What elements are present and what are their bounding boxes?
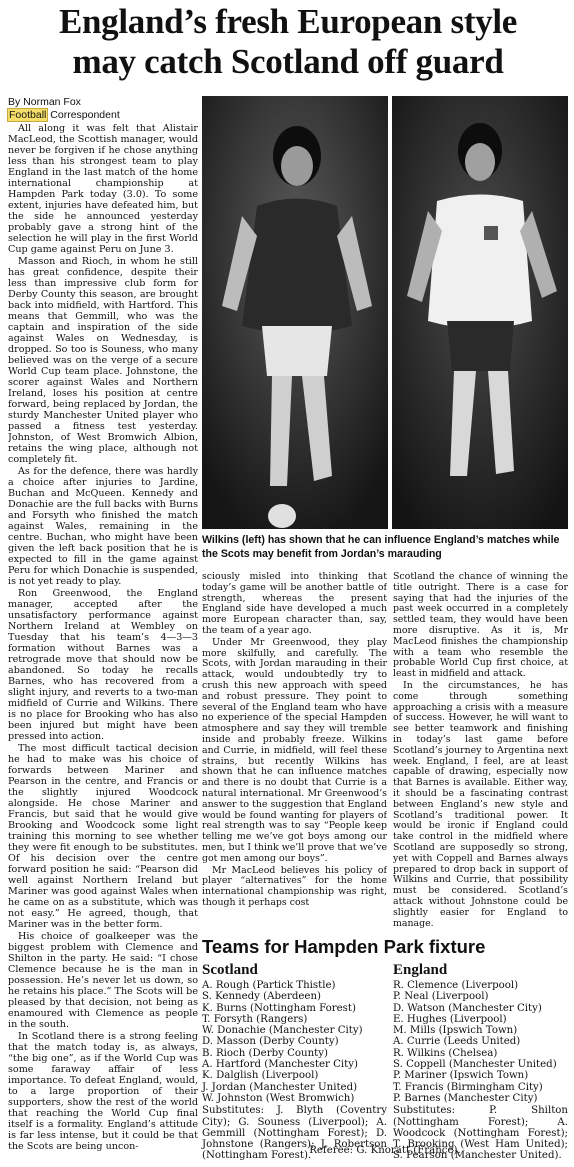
player-entry: P. Barnes (Manchester City) [393,1092,538,1104]
team-list-scotland [202,962,387,1162]
player-entry: W. Johnston (West Bromwich) [202,1092,355,1104]
substitutes: Substitutes: J. Blyth (Coventry City); G. Souness (Liverpool); A. Gemmill (Nottingham Forest); D. Johnstone (Rangers); J. Robertson (Nottingham Forest). [202,1105,387,1162]
paragraph: In Scotland there is a strong feeling that the match today is, as always, “the big one”, as if the World Cup was some faraway affair of less importance. To defeat England, would, to a large proportion of their supporters, show the rest of the world that reaching the World Cup final itself is a formality. England’s attitude is far less intense, but it could be that the Scots are being uncon- [8,1031,198,1152]
paragraph: sciously misled into thinking that today’s game will be another battle of strength, whereas the present England side have developed a much more European character than, say, the team of a year ago. [202,572,387,636]
player-entry: S. Kennedy (Aberdeen) [202,991,321,1003]
player-entry: T. Forsyth (Rangers) [202,1013,308,1025]
article-column-3 [393,572,568,930]
photo-strip [202,96,568,529]
player-entry: B. Rioch (Derby County) [202,1047,328,1059]
referee-line: Referee: G. Knoratt (France). [309,1145,461,1156]
player-entry: D. Masson (Derby County) [202,1036,339,1048]
byline-role [8,109,198,122]
player-list [202,980,387,1104]
player-entry: A. Hartford (Manchester City) [202,1059,358,1071]
team-name: Scotland [202,962,258,978]
paragraph: Scotland the chance of winning the title outright. There is a case for saying that had the injuries of the past week occurred in a completely settled team, they would have been more disruptive. As it is, Mr MacLeod finishes the championship with a team who resemble the probable World Cup first choice, at least in midfield and attack. [393,572,568,680]
player-entry: K. Burns (Nottingham Forest) [202,1002,356,1014]
paragraph: The most difficult tactical decision he had to make was his choice of forwards between Mariner and Pearson in the centre, and Francis or the slightly injured Woodcock alongside. He chose Mariner and Francis, but said that he would give Brooking and Woodcock some light training this morning to see whether they were fit enough to be substitutes. Of his decision over the centre forward position he said: “Pearson did well against Northern Ireland but Mariner was good against Wales when he came on as a substitute, which was not easy.” He agreed, though, that Mariner was in the better form. [8,743,198,930]
photo-wilkins [202,96,388,529]
highlighted-word: Football [9,108,47,121]
photo-jordan [392,96,568,529]
paragraph: As for the defence, there was hardly a choice after injuries to Jardine, Buchan and McQueen. Kennedy and Donachie are the full backs with Burns and Forsyth who finished the match against Wales, remaining in the centre. Buchan, who might have been given the left back position that he is expected to fill in the game against Peru for which Donachie is suspended, is not yet ready to play. [8,466,198,587]
paragraph: Mr MacLeod believes his policy of player “alternatives” for the home international championship was right, though it perhaps cost [202,864,387,908]
player-entry: S. Coppell (Manchester United) [393,1059,557,1071]
player-entry: E. Hughes (Liverpool) [393,1013,507,1025]
player-entry: A. Currie (Leeds United) [393,1036,521,1048]
article-column-1 [8,123,198,1167]
player-entry: W. Donachie (Manchester City) [202,1025,363,1037]
player-entry: R. Clemence (Liverpool) [393,980,519,991]
byline-author: By Norman Fox [8,96,81,108]
player-entry: D. Watson (Manchester City) [393,1002,542,1014]
player-entry: A. Rough (Partick Thistle) [202,980,336,991]
player-entry: P. Neal (Liverpool) [393,991,489,1003]
paragraph: His choice of goalkeeper was the biggest problem with Clemence and Shilton in the party. He said: “I chose Clemence because he is the man in possession. He’s never let us down, so he retains his place.” The Scots will be pleased by that decision, not being as enamoured with Clemence as people in the south. [8,931,198,1030]
teams-heading: Teams for Hampden Park fixture [202,936,486,957]
photo-caption: Wilkins (left) has shown that he can influence England’s matches while the Scots may benefit from Jordan’s marauding [202,534,560,560]
player-photo-image-right [392,96,568,529]
paragraph: Ron Greenwood, the England manager, accepted after the unsatisfactory performance against Northern Ireland at Wembley on Tuesday that his team’s 4—3—3 formation without Barnes was a retrograde move that should now be abandoned. So today he recalls Barnes, who has recovered from a slight injury, and reverts to a two-man midfield of Currie and Wilkins. There is no place for Brooking who has also been injured but might have been pressed into action. [8,588,198,742]
paragraph: Masson and Rioch, in whom he still has great confidence, despite their less than impressive club form for Derby County this season, are brought back into midfield, with Hartford. This means that Gemmill, who was the captain and inspiration of the side against Wales on Wednesday, is dropped. So too is Souness, who many believed was on the verge of a secure World Cup team place. Johnstone, the scorer against Wales and Northern Ireland, loses his position at centre forward, being replaced by Jordan, the sturdy Manchester United player who passed a fitness test yesterday. Johnston, of West Bromwich Albion, retains the wing place, although not completely fit. [8,256,198,465]
paragraph: In the circumstances, he has come through something approaching a crisis with a measure of success. However, he will want to see better teamwork and finishing in today’s last game before Scotland’s journey to Argentina next week. England, I feel, are at least capable of drawing, especially now that Barnes is available. Either way, it should be a fascinating contrast between England’s new style and Scotland’s traditional power. It would be ironic if England could take control in the midfield where Scotland are supposedly so strong, yet with Coppell and Barnes always prepared to drop back in support of Wilkins and Currie, that possibility must be considered. Scotland’s attack without Johnstone could be slightly easier for England to manage. [393,679,568,929]
team-list-england [393,962,568,1162]
team-name: England [393,962,448,978]
player-entry: P. Mariner (Ipswich Town) [393,1070,529,1082]
byline [8,96,198,121]
player-entry: R. Wilkins (Chelsea) [393,1047,498,1059]
player-photo-image-left [202,96,388,529]
paragraph: Under Mr Greenwood, they play more skilfully, and carefully. The Scots, with Jordan marauding in their attack, would undoubtedly try to crush this new approach with speed and robust pressure. They point to several of the England team who have no experience of the special Hampden atmosphere and say they will tremble inside and probably freeze. Wilkins and Currie, in midfield, will feel these strains, but recently Wilkins has shown that he can influence matches and there is no doubt that Currie is a natural international. Mr Greenwood’s answer to the suggestion that England would be found wanting for players of real strength was to say “People keep telling me we’ve got boys among our men, but I think we’ll prove that we’ve got men among our boys”. [202,636,387,864]
player-entry: J. Jordan (Manchester United) [202,1081,358,1093]
player-entry: K. Dalglish (Liverpool) [202,1070,319,1082]
byline-role-rest: Correspondent [47,108,120,121]
player-entry: M. Mills (Ipswich Town) [393,1025,518,1037]
substitutes: Substitutes: P. Shilton (Nottingham Forest); A. Woodcock (Nottingham Forest); T. Brooking (West Ham United); S. Pearson (Manchester United). [393,1105,568,1162]
headline [8,2,568,82]
headline-line-2: may catch Scotland off guard [72,42,504,81]
player-list [393,980,568,1104]
article-column-2 [202,572,387,912]
player-entry: T. Francis (Birmingham City) [393,1081,543,1093]
headline-line-1: England’s fresh European style [58,2,518,41]
paragraph: All along it was felt that Alistair MacLeod, the Scottish manager, would never be forgiven if he chose anything less than his strongest team to play England in the last match of the home international championship at Hampden Park today (3.0). To some extent, injuries have defeated him, but the side he announced yesterday probably gave a strong hint of the selection he will play in the first World Cup game against Peru on June 3. [8,123,198,255]
